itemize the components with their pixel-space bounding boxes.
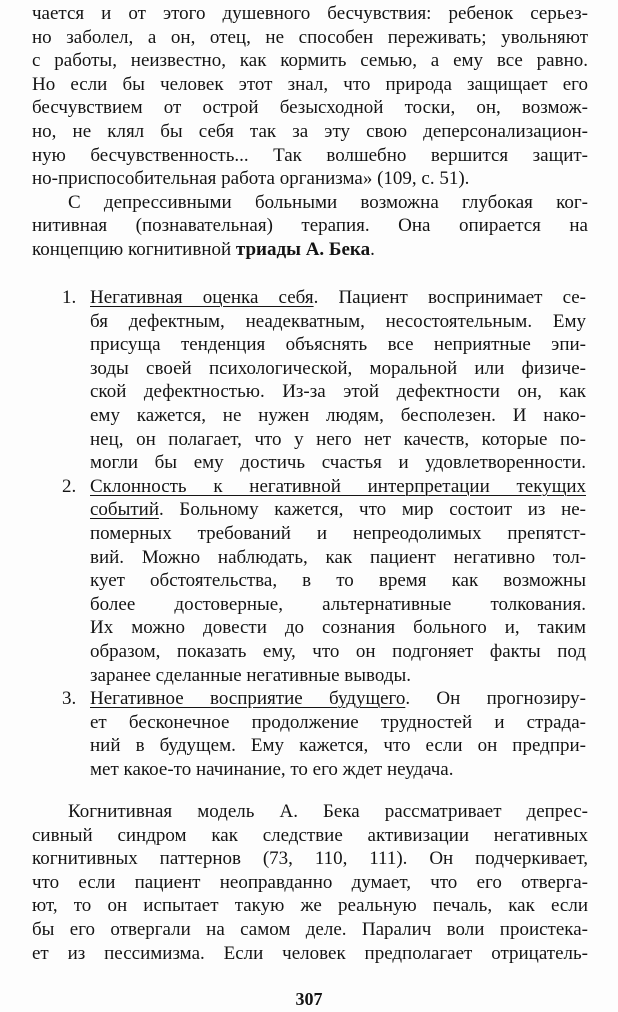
text-line: С депрессивными больными возможна глубокая ког- — [68, 191, 588, 213]
item-heading: Негативное восприятие будущего — [90, 688, 406, 710]
text-line — [32, 238, 588, 262]
text-segment: . Больному кажется, что мир состоит из не- — [159, 499, 586, 521]
list-number: 2. — [62, 475, 77, 497]
text-line: мет какое-то начинание, то его ждет неудача. — [90, 758, 454, 780]
text-line — [90, 687, 586, 711]
item-heading: событий — [90, 499, 160, 521]
text-line: что если пациент неоправданно думает, что его отверга- — [32, 871, 588, 893]
text-line: ему кажется, не нужен людям, бесполезен. И нако- — [90, 404, 586, 426]
text-line: чается и от этого душевного бесчувствия: ребенок серьез- — [32, 3, 588, 24]
text-line: нитивная (познавательная) терапия. Она опирается на — [32, 215, 588, 237]
text-line: более достоверные, альтернативные толкования. — [90, 593, 586, 615]
text-line: ют, то он испытает такую же реальную печаль, как если — [32, 895, 588, 917]
item-heading: Негативная оценка себя — [90, 287, 314, 308]
text-line: Их можно довести до сознания больного и, таким — [90, 617, 586, 639]
text-line: ную бесчувственность... Так волшебно вершится защит- — [32, 144, 588, 166]
list-item — [32, 286, 586, 475]
text-line: Когнитивная модель А. Бека рассматривает депрес- — [68, 801, 588, 822]
paragraph — [32, 2, 588, 191]
text-line: с работы, неизвестно, как кормить семью, а ему все равно. — [32, 50, 588, 72]
text-segment: концепцию когнитивной — [32, 238, 236, 260]
text-line: нец, он полагает, что у него нет качеств, которые по- — [90, 428, 586, 450]
text-line: образом, показать ему, что он подгоняет факты под — [90, 640, 586, 662]
text-line: могли бы ему достичь счастья и удовлетворенности. — [90, 452, 586, 474]
text-line: кует обстоятельства, в то время как возможны — [90, 570, 586, 592]
text-section-top — [32, 2, 588, 262]
text-line: померных требований и непреодолимых препятст- — [90, 522, 586, 544]
list-item — [32, 475, 586, 687]
text-line — [90, 498, 586, 522]
text-line: но-приспособительная работа организма» (109, с. 51). — [32, 168, 470, 190]
text-line: ет бесконечное продолжение трудностей и страда- — [90, 711, 586, 733]
text-line: бы его отвергали на самом деле. Паралич воли проистека- — [32, 918, 588, 940]
item-heading: Склонность к негативной интерпретации текущих — [90, 475, 586, 497]
text-line: зоды своей психологической, моральной или физиче- — [90, 357, 586, 379]
text-segment: . — [370, 238, 375, 260]
text-line: ской дефектностью. Из-за этой дефектности он, как — [90, 381, 586, 403]
text-line: присуща тенденция объяснять все неприятные эпи- — [90, 334, 586, 356]
text-line: Но если бы человек этот знал, что природа защищает его — [32, 73, 588, 95]
list-number: 3. — [62, 688, 77, 710]
text-line: заранее сделанные негативные выводы. — [90, 664, 411, 686]
text-line: но, не клял бы себя так за эту свою деперсонализацион- — [32, 120, 588, 142]
text-line: когнитивных паттернов (73, 110, 111). Он подчеркивает, — [32, 848, 588, 870]
text-line: бесчувствием от острой безысходной тоски, он, возмож- — [32, 97, 588, 119]
text-line — [90, 286, 586, 310]
text-segment: . Он прогнозиру- — [405, 688, 586, 710]
text-line: вий. Можно наблюдать, как пациент негативно тол- — [90, 546, 586, 568]
text-line — [90, 475, 586, 499]
paragraph — [32, 191, 588, 262]
page-number: 307 — [295, 989, 323, 1009]
text-segment: . Пациент воспринимает се- — [313, 287, 586, 308]
text-line: ний в будущем. Ему кажется, что если он предпри- — [90, 735, 586, 757]
text-line: сивный синдром как следствие активизации негативных — [32, 824, 588, 846]
text-line: ет из пессимизма. Если человек предполагает отрицатель- — [32, 942, 588, 964]
numbered-list — [32, 286, 586, 781]
paragraph — [32, 800, 588, 965]
text-line: но заболел, а он, отец, не способен переживать; увольняют — [32, 26, 588, 48]
list-number: 1. — [62, 287, 77, 308]
emphasis-term: триады А. Бека — [235, 238, 371, 260]
text-line: бя дефектным, неадекватным, несостоятельным. Ему — [90, 310, 586, 332]
list-item — [32, 687, 586, 781]
